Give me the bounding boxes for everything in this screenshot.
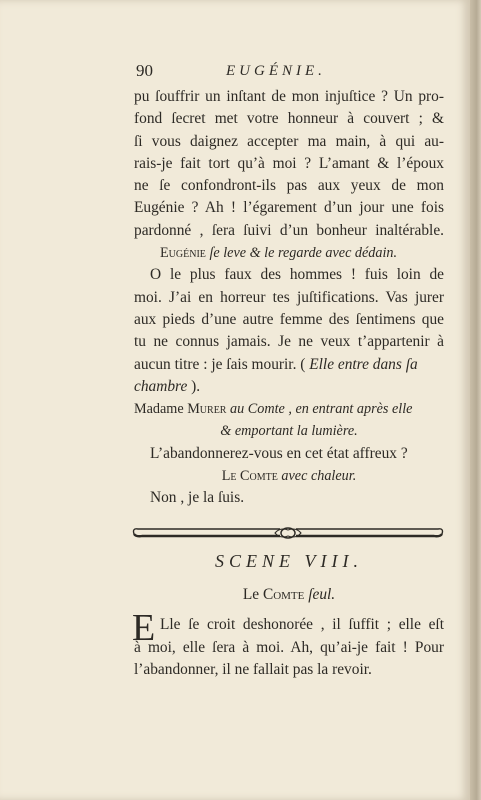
direction-text: ſe leve & le regarde avec dédain. (209, 245, 398, 262)
speaker-name: Comte (262, 585, 305, 603)
text-line: l’abandonner, il ne fallait pas la revoir. (134, 660, 372, 678)
speaker-name: Eugénie (160, 245, 206, 262)
text-line: pu ſouffrir un inſtant de mon injuſtice ? Un pro- (134, 88, 444, 105)
drop-cap: E (132, 607, 156, 650)
text-line: moi. J’ai en horreur tes juſtifications. Vas jurer (134, 288, 444, 306)
text-line: Eugénie ? Ah ! l’égarement d’un jour une fois (134, 199, 444, 217)
text-line: E Lle ſe croit deshonorée , il ſuffit ; elle eſt (132, 607, 444, 650)
text-line: tu ne connus jamais. Je ne veux t’appartenir à (134, 333, 444, 351)
speaker-name: Le Comte (221, 468, 278, 485)
running-title: EUGÉNIE. (226, 63, 326, 79)
scene-characters: Le Comte ſeul. (242, 585, 336, 603)
text-line: ne ſe confondront-ils pas aux yeux de mon (134, 177, 444, 195)
text-line: pardonné , ſera ſuivi d’un bonheur inaltérable. (134, 221, 444, 239)
scene-heading: SCENE VIII. (215, 550, 363, 571)
stage-direction: Madame Murer au Comte , en entrant après elle (134, 401, 413, 418)
text-line: aucun titre : je ſais mourir. ( Elle entre dans ſa (134, 355, 418, 373)
speaker-name: Murer (187, 401, 227, 418)
page-edge (470, 0, 481, 800)
stage-direction: Le Comte avec chaleur. (221, 468, 357, 485)
page-number: 90 (136, 61, 153, 80)
text-line: rais-je fait tort qu’à moi ? L’amant & l’époux (134, 154, 444, 172)
text-line: O le plus faux des hommes ! fuis loin de (150, 266, 444, 284)
text-line: Non , je la ſuis. (150, 489, 245, 507)
page-header (134, 60, 444, 86)
text-line: ſi vous daignez accepter ma main, à qui au- (134, 132, 444, 150)
ornament-rule-icon (130, 522, 446, 544)
text-line: chambre ). (134, 377, 201, 395)
text-line: L’abandonnerez-vous en cet état affreux ? (150, 444, 408, 462)
stage-direction-continued: & emportant la lumière. (220, 423, 358, 440)
stage-direction (134, 242, 444, 264)
text-line: fond ſecret met votre honneur à couvert ; & (134, 110, 444, 128)
page-text (134, 60, 444, 681)
text-line: aux pieds d’une autre femme des ſentimens que (134, 310, 444, 328)
text-line: à moi, elle ſera à moi. Ah, qu’ai-je fait ! Pour (134, 638, 444, 656)
